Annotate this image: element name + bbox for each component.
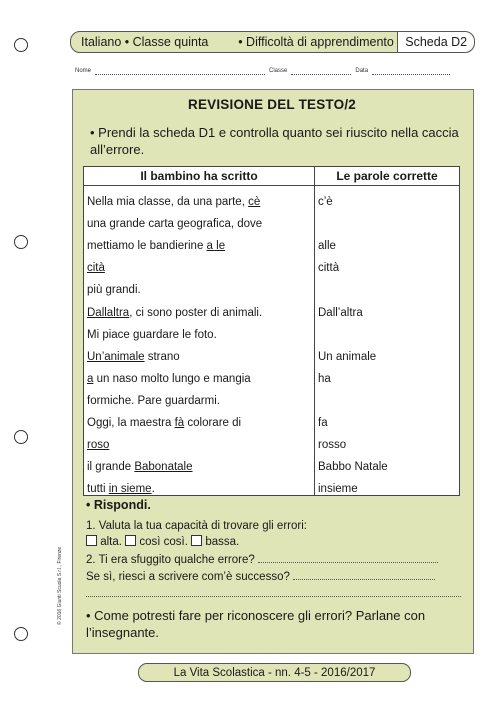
- written-text: [84, 274, 315, 296]
- binder-hole: [14, 430, 28, 444]
- binder-hole: [14, 38, 28, 52]
- written-text: [84, 296, 315, 318]
- instruction-text: • Prendi la scheda D1 e controlla quanto sei riuscito nella caccia all’errore.: [90, 125, 459, 157]
- column-header-correct: Le parole corrette: [315, 167, 460, 186]
- written-text: [84, 319, 315, 341]
- table-row: [84, 407, 460, 429]
- table-row: [84, 208, 460, 230]
- corrected-word: rosso: [315, 429, 460, 451]
- table-row: [84, 363, 460, 385]
- option-bassa: bassa.: [205, 536, 240, 548]
- text-fragment: colorare di: [184, 417, 242, 430]
- error-word: cè: [248, 196, 261, 209]
- error-word: Dallaltra: [87, 306, 130, 319]
- text-fragment: , ci sono poster di animali.: [129, 306, 263, 319]
- text-fragment: tutti: [87, 483, 109, 496]
- text-fragment: Oggi, la maestra: [87, 417, 175, 430]
- error-word: a le: [206, 240, 226, 253]
- question-1-options: [86, 535, 239, 550]
- copyright-text: © 2016 Giunti Scuola S.r.l., Firenze: [57, 546, 63, 625]
- binder-hole: [14, 627, 28, 641]
- question-2b: [86, 569, 435, 585]
- table-row: [84, 429, 460, 451]
- answer-line-2[interactable]: [258, 552, 438, 563]
- corrected-word: Un animale: [315, 341, 460, 363]
- corrected-word: Dall’altra: [315, 296, 460, 318]
- table-row: [84, 451, 460, 473]
- corrected-word: [315, 319, 460, 341]
- option-cosi-cosi: così così.: [139, 536, 188, 548]
- corrected-word: Babbo Natale: [315, 451, 460, 473]
- written-text: [84, 208, 315, 230]
- footer-bar: [138, 663, 411, 682]
- error-word: fà: [174, 417, 185, 430]
- class-label: Classe: [269, 68, 288, 74]
- written-text: [84, 385, 315, 407]
- answer-line-extra-row: [86, 586, 461, 602]
- table-row: [84, 319, 460, 341]
- correction-table: [83, 166, 460, 496]
- table-row: [84, 341, 460, 363]
- text-fragment: strano: [144, 350, 180, 363]
- header-subject: Italiano • Classe quinta: [81, 35, 209, 49]
- corrected-word: [315, 274, 460, 296]
- error-word: Babonatale: [134, 461, 193, 474]
- written-text: [84, 429, 315, 451]
- corrected-word: alle: [315, 230, 460, 252]
- column-header-written: Il bambino ha scritto: [84, 167, 315, 186]
- error-word: in sieme: [108, 483, 152, 496]
- table-row: [84, 252, 460, 274]
- page-title: REVISIONE DEL TESTO/2: [188, 97, 356, 112]
- name-field[interactable]: [95, 68, 265, 75]
- corrected-word: insieme: [315, 473, 460, 496]
- written-text: [84, 407, 315, 429]
- written-text: [84, 363, 315, 385]
- written-text: [84, 451, 315, 473]
- text-fragment: un naso molto lungo e mangia: [93, 372, 251, 385]
- table-row: [84, 296, 460, 318]
- date-label: Data: [355, 68, 369, 74]
- table-row: [84, 385, 460, 407]
- error-word: cità: [87, 262, 105, 275]
- text-fragment: Mi piace guardare le foto.: [87, 328, 217, 341]
- sheet-label: Scheda D2: [397, 32, 474, 52]
- error-word: a: [87, 372, 94, 385]
- corrected-word: c’è: [315, 186, 460, 209]
- written-text: [84, 252, 315, 274]
- binder-hole: [14, 235, 28, 249]
- written-text: [84, 186, 315, 209]
- table-row: [84, 473, 460, 496]
- written-text: [84, 473, 315, 496]
- answer-line-2b[interactable]: [293, 569, 435, 580]
- checkbox-bassa[interactable]: [191, 535, 202, 546]
- corrected-word: fa: [315, 407, 460, 429]
- class-field[interactable]: [291, 68, 351, 75]
- checkbox-alta[interactable]: [86, 535, 97, 546]
- written-text: [84, 230, 315, 252]
- text-fragment: formiche. Pare guardarmi.: [87, 394, 220, 407]
- name-label: Nome: [75, 68, 92, 74]
- corrected-word: [315, 385, 460, 407]
- header-bar: [70, 31, 475, 53]
- table-row: [84, 274, 460, 296]
- student-fields: [75, 68, 450, 75]
- table-row: [84, 186, 460, 209]
- text-fragment: Nella mia classe, da una parte,: [87, 196, 249, 209]
- answer-heading: • Rispondi.: [86, 498, 151, 512]
- question-2-text: 2. Ti era sfuggito qualche errore?: [86, 554, 255, 566]
- written-text: [84, 341, 315, 363]
- header-topic: • Difficoltà di apprendimento: [238, 35, 394, 49]
- text-fragment: il grande: [87, 461, 135, 474]
- text-fragment: più grandi.: [87, 284, 141, 297]
- corrected-word: città: [315, 252, 460, 274]
- error-word: Un’animale: [87, 350, 145, 363]
- question-1-text: 1. Valuta la tua capacità di trovare gli errori:: [86, 520, 307, 532]
- corrected-word: ha: [315, 363, 460, 385]
- error-word: roso: [87, 439, 110, 452]
- final-question: • Come potresti fare per riconoscere gli errori? Parlane con l’insegnante.: [86, 608, 426, 640]
- option-alta: alta.: [100, 536, 122, 548]
- text-fragment: una grande carta geografica, dove: [87, 218, 263, 231]
- corrected-word: [315, 208, 460, 230]
- table-row: [84, 230, 460, 252]
- text-fragment: .: [151, 483, 155, 496]
- question-1: [86, 519, 307, 534]
- checkbox-cosi-cosi[interactable]: [125, 535, 136, 546]
- answer-line-extra[interactable]: [86, 586, 461, 597]
- question-2b-text: Se sì, riesci a scrivere com’è successo?: [86, 571, 290, 583]
- text-fragment: mettiamo le bandierine: [87, 240, 207, 253]
- footer-text: La Vita Scolastica - nn. 4-5 - 2016/2017: [173, 666, 376, 679]
- question-2: [86, 552, 438, 568]
- date-field[interactable]: [372, 68, 450, 75]
